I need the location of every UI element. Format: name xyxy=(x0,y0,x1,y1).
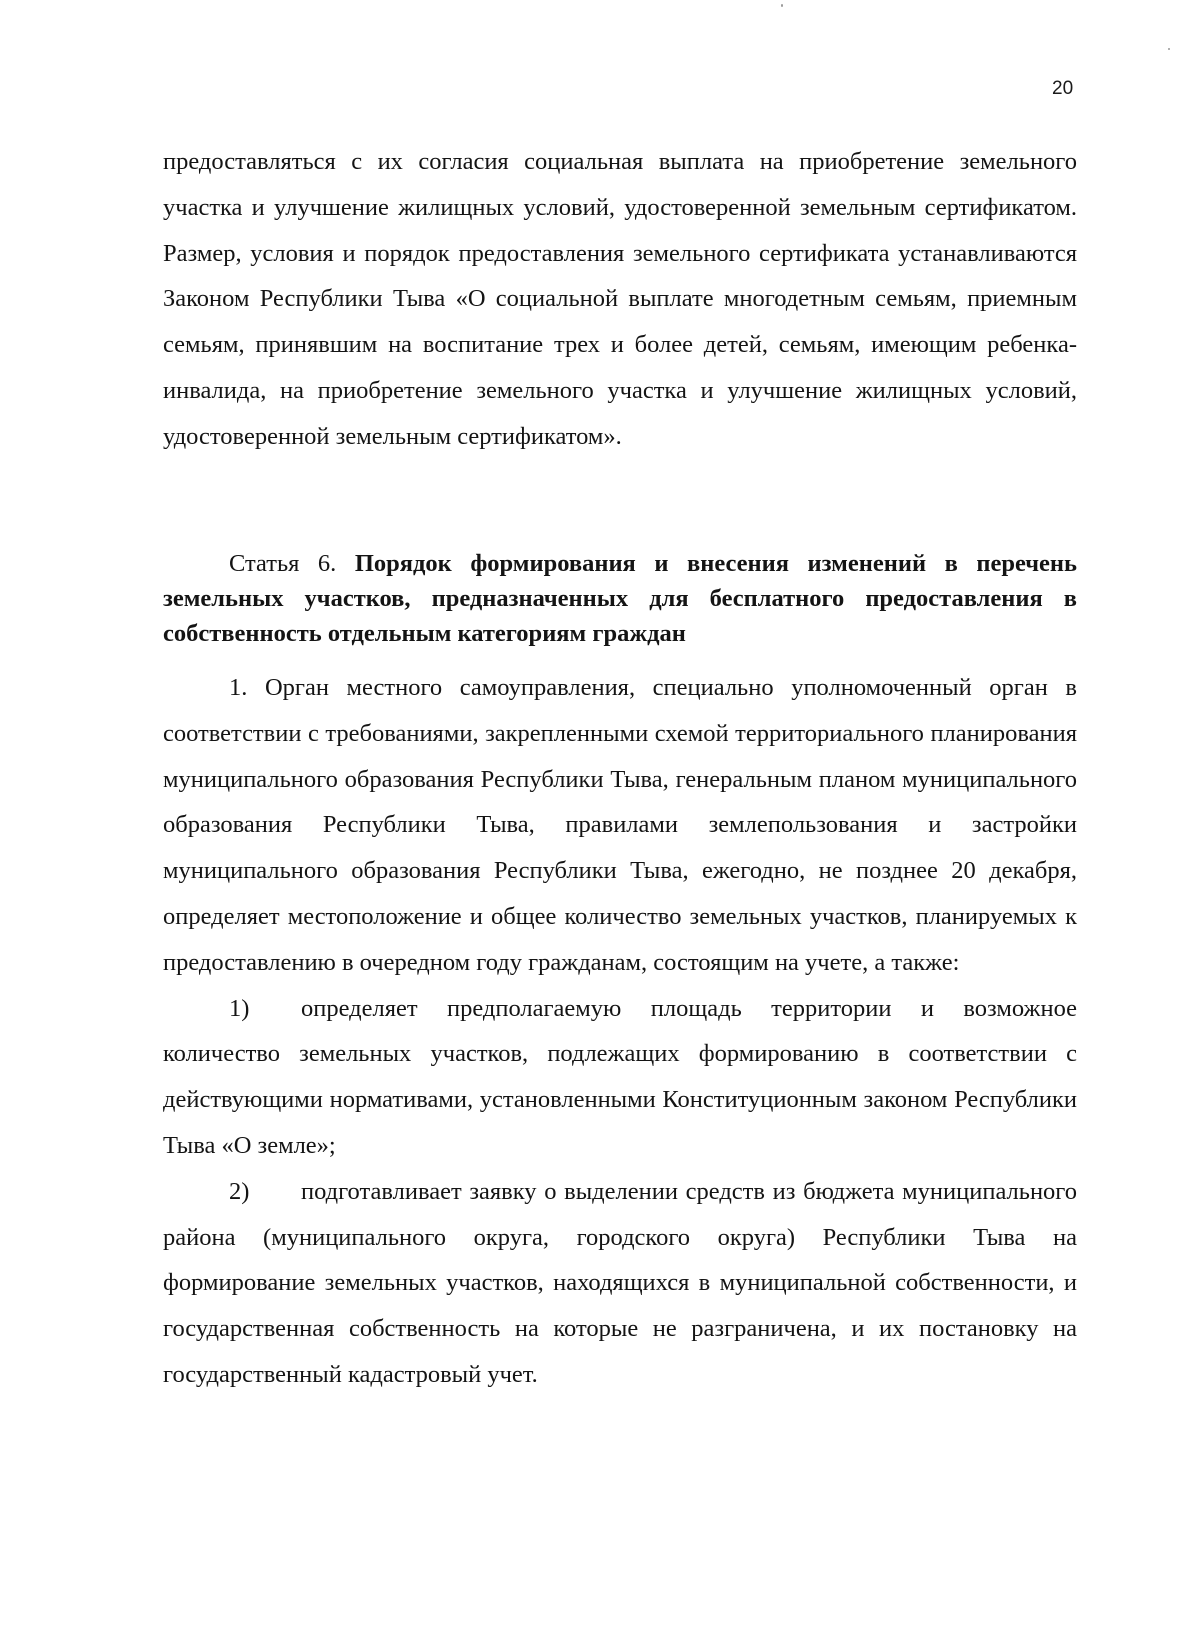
page-number: 20 xyxy=(1052,78,1074,99)
list-item-text: определяет предполагаемую площадь территории и возможное количество земельных участков, подлежащих формированию в соответствии с действующими нормативами, установленными Конституционным законом Республики Тыва «О земле»; xyxy=(163,994,1077,1159)
article-heading xyxy=(163,546,1077,651)
article-body xyxy=(163,665,1077,1398)
list-item-number: 1) xyxy=(229,994,250,1022)
list-item xyxy=(163,1169,1077,1398)
intro-text-block xyxy=(163,139,1077,460)
scan-speck xyxy=(1168,48,1170,50)
list-item-number: 2) xyxy=(229,1177,250,1205)
paragraph-1: 1. Орган местного самоуправления, специально уполномоченный орган в соответствии с требованиями, закрепленными схемой территориального планирования муниципального образования Республики Тыва, генеральным планом муниципального образования Республики Тыва, правилами землепользования и застройки муниципального образования Республики Тыва, ежегодно, не позднее 20 декабря, определяет местоположение и общее количество земельных участков, планируемых к предоставлению в очередном году гражданам, состоящим на учете, а также: xyxy=(163,674,1077,976)
intro-paragraph: предоставляться с их согласия социальная выплата на приобретение земельного участка и улучшение жилищных условий, удостоверенной земельным сертификатом. Размер, условия и порядок предоставления земельного сертификата устанавливаются Законом Республики Тыва «О социальной выплате многодетным семьям, приемным семьям, принявшим на воспитание трех и более детей, семьям, имеющим ребенка-инвалида, на приобретение земельного участка и улучшение жилищных условий, удостоверенной земельным сертификатом». xyxy=(163,148,1077,450)
list-item-text: подготавливает заявку о выделении средств из бюджета муниципального района (муниципального округа, городского округа) Республики Тыва на формирование земельных участков, находящихся в муниципальной собственности, и государственная собственность на которые не разграничена, и их постановку на государственный кадастровый учет. xyxy=(163,1177,1077,1388)
scan-speck xyxy=(781,4,783,7)
article-title: Порядок формирования и внесения изменений в перечень земельных участков, предназначенных для бесплатного предоставления в собственность отдельным категориям граждан xyxy=(163,550,1077,647)
article-label: Статья 6. xyxy=(229,550,337,577)
list-item xyxy=(163,986,1077,1169)
